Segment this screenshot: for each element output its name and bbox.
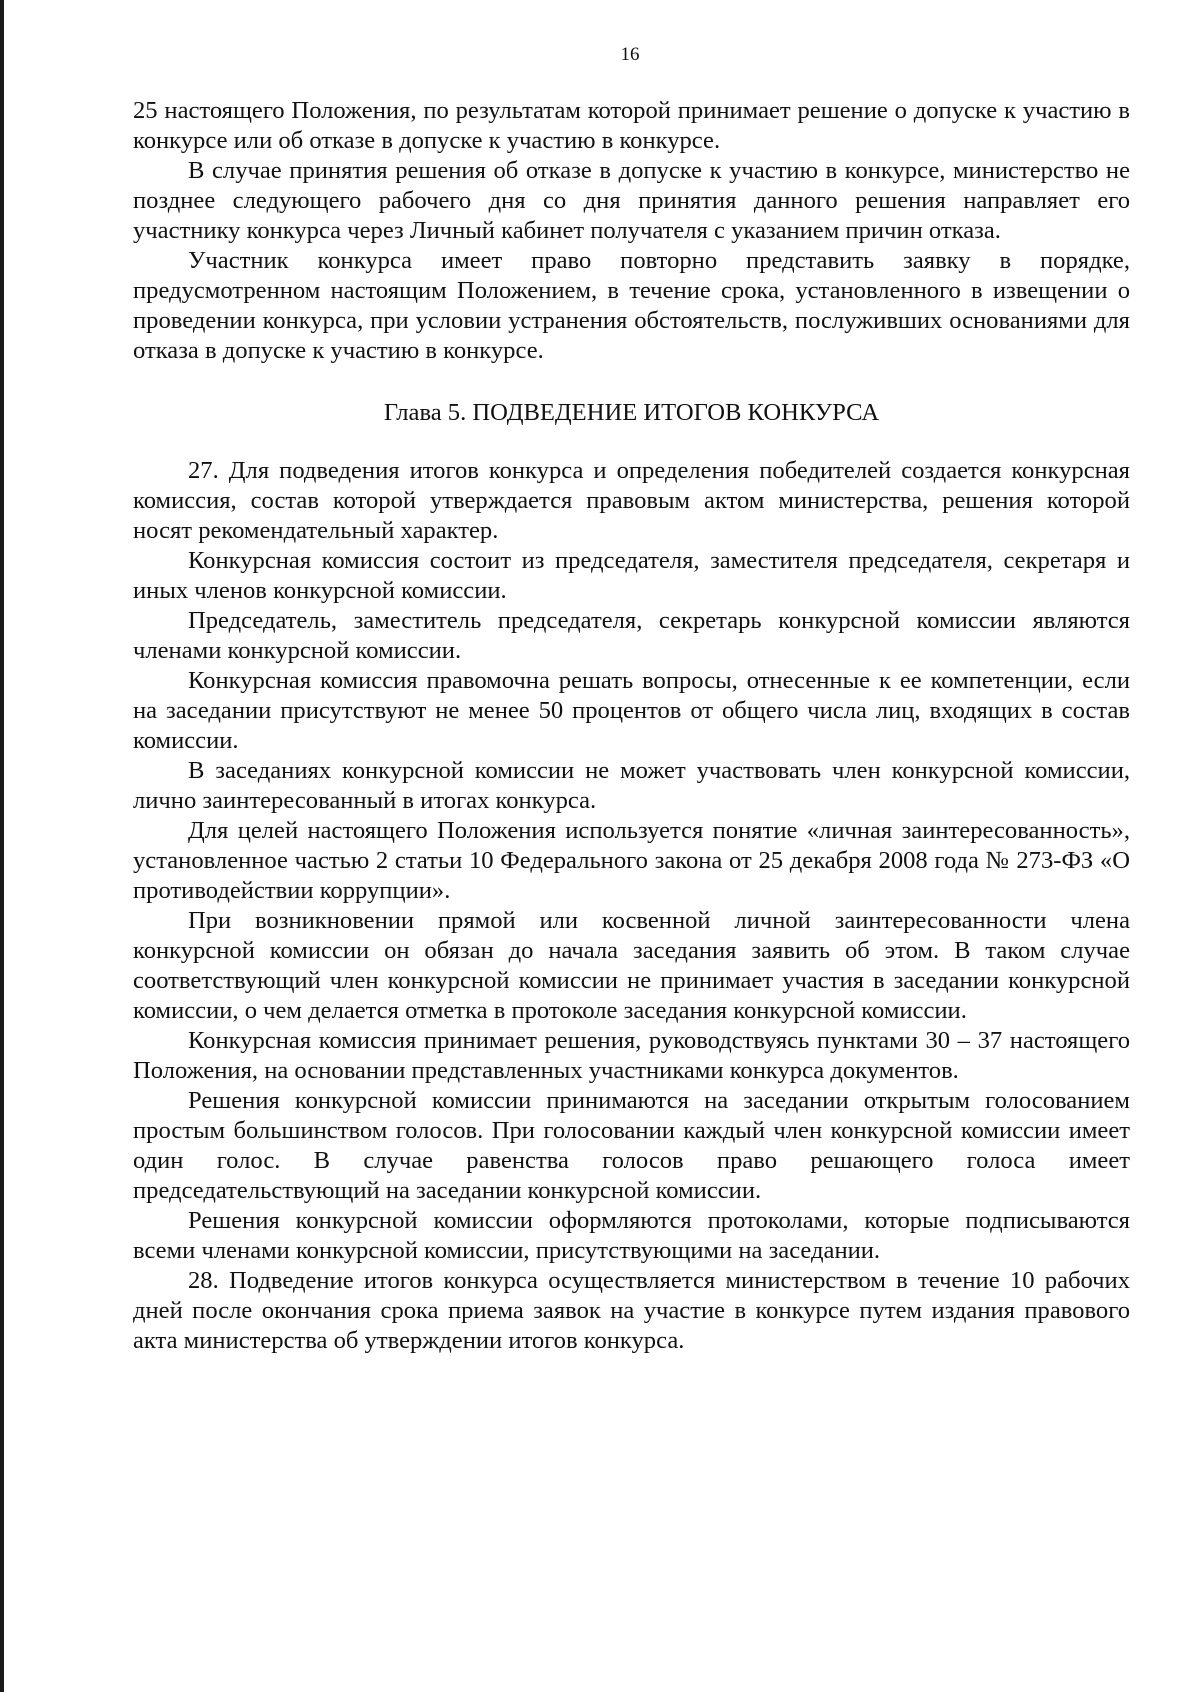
page-number: 16 (620, 44, 640, 65)
paragraph-voting: Решения конкурсной комиссии принимаются на заседании открытым голосованием простым большинством голосов. При голосовании каждый член конкурсной комиссии имеет один голос. В случае равенства голосов право решающего голоса имеет председательствующий на заседании конкурсной комиссии. (133, 1087, 1130, 1204)
paragraph-item-27: 27. Для подведения итогов конкурса и определения победителей создается конкурсная комиссия, состав которой утверждается правовым актом министерства, решения которой носят рекомендательный характер. (133, 457, 1130, 544)
chapter-heading: Глава 5. ПОДВЕДЕНИЕ ИТОГОВ КОНКУРСА (383, 399, 880, 426)
paragraph-protocols: Решения конкурсной комиссии оформляются протоколами, которые подписываются всеми членами конкурсной комиссии, присутствующими на заседании. (133, 1207, 1130, 1264)
paragraph-resubmission: Участник конкурса имеет право повторно представить заявку в порядке, предусмотренном настоящим Положением, в течение срока, установленного в извещении о проведении конкурса, при условии устранения обстоятельств, послуживших основаниями для отказа в допуске к участию в конкурсе. (133, 247, 1130, 364)
scan-edge-border (0, 0, 4, 1692)
paragraph-item-28: 28. Подведение итогов конкурса осуществляется министерством в течение 10 рабочих дней после окончания срока приема заявок на участие в конкурсе путем издания правового акта министерства об утверждении итогов конкурса. (133, 1267, 1130, 1354)
paragraph-personal-interest-definition: Для целей настоящего Положения используется понятие «личная заинтересованность», установленное частью 2 статьи 10 Федерального закона от 25 декабря 2008 года № 273-ФЗ «О противодействии коррупции». (133, 817, 1130, 904)
paragraph-conflict-exclusion: В заседаниях конкурсной комиссии не может участвовать член конкурсной комиссии, лично заинтересованный в итогах конкурса. (133, 757, 1130, 814)
paragraph-interest-disclosure: При возникновении прямой или косвенной личной заинтересованности члена конкурсной комиссии он обязан до начала заседания заявить об этом. В таком случае соответствующий член конкурсной комиссии не принимает участия в заседании конкурсной комиссии, о чем делается отметка в протоколе заседания конкурсной комиссии. (133, 907, 1130, 1024)
paragraph-commission-members: Председатель, заместитель председателя, секретарь конкурсной комиссии являются членами конкурсной комиссии. (133, 607, 1130, 664)
paragraph-continuation: 25 настоящего Положения, по результатам которой принимает решение о допуске к участию в конкурсе или об отказе в допуске к участию в конкурсе. (133, 97, 1130, 154)
paragraph-decision-basis: Конкурсная комиссия принимает решения, руководствуясь пунктами 30 – 37 настоящего Положения, на основании представленных участниками конкурса документов. (133, 1027, 1130, 1084)
paragraph-quorum: Конкурсная комиссия правомочна решать вопросы, отнесенные к ее компетенции, если на заседании присутствуют не менее 50 процентов от общего числа лиц, входящих в состав комиссии. (133, 667, 1130, 754)
document-body (133, 96, 1130, 1356)
paragraph-commission-composition: Конкурсная комиссия состоит из председателя, заместителя председателя, секретаря и иных членов конкурсной комиссии. (133, 547, 1130, 604)
paragraph-refusal-notice: В случае принятия решения об отказе в допуске к участию в конкурсе, министерство не позднее следующего рабочего дня со дня принятия данного решения направляет его участнику конкурса через Личный кабинет получателя с указанием причин отказа. (133, 157, 1130, 244)
